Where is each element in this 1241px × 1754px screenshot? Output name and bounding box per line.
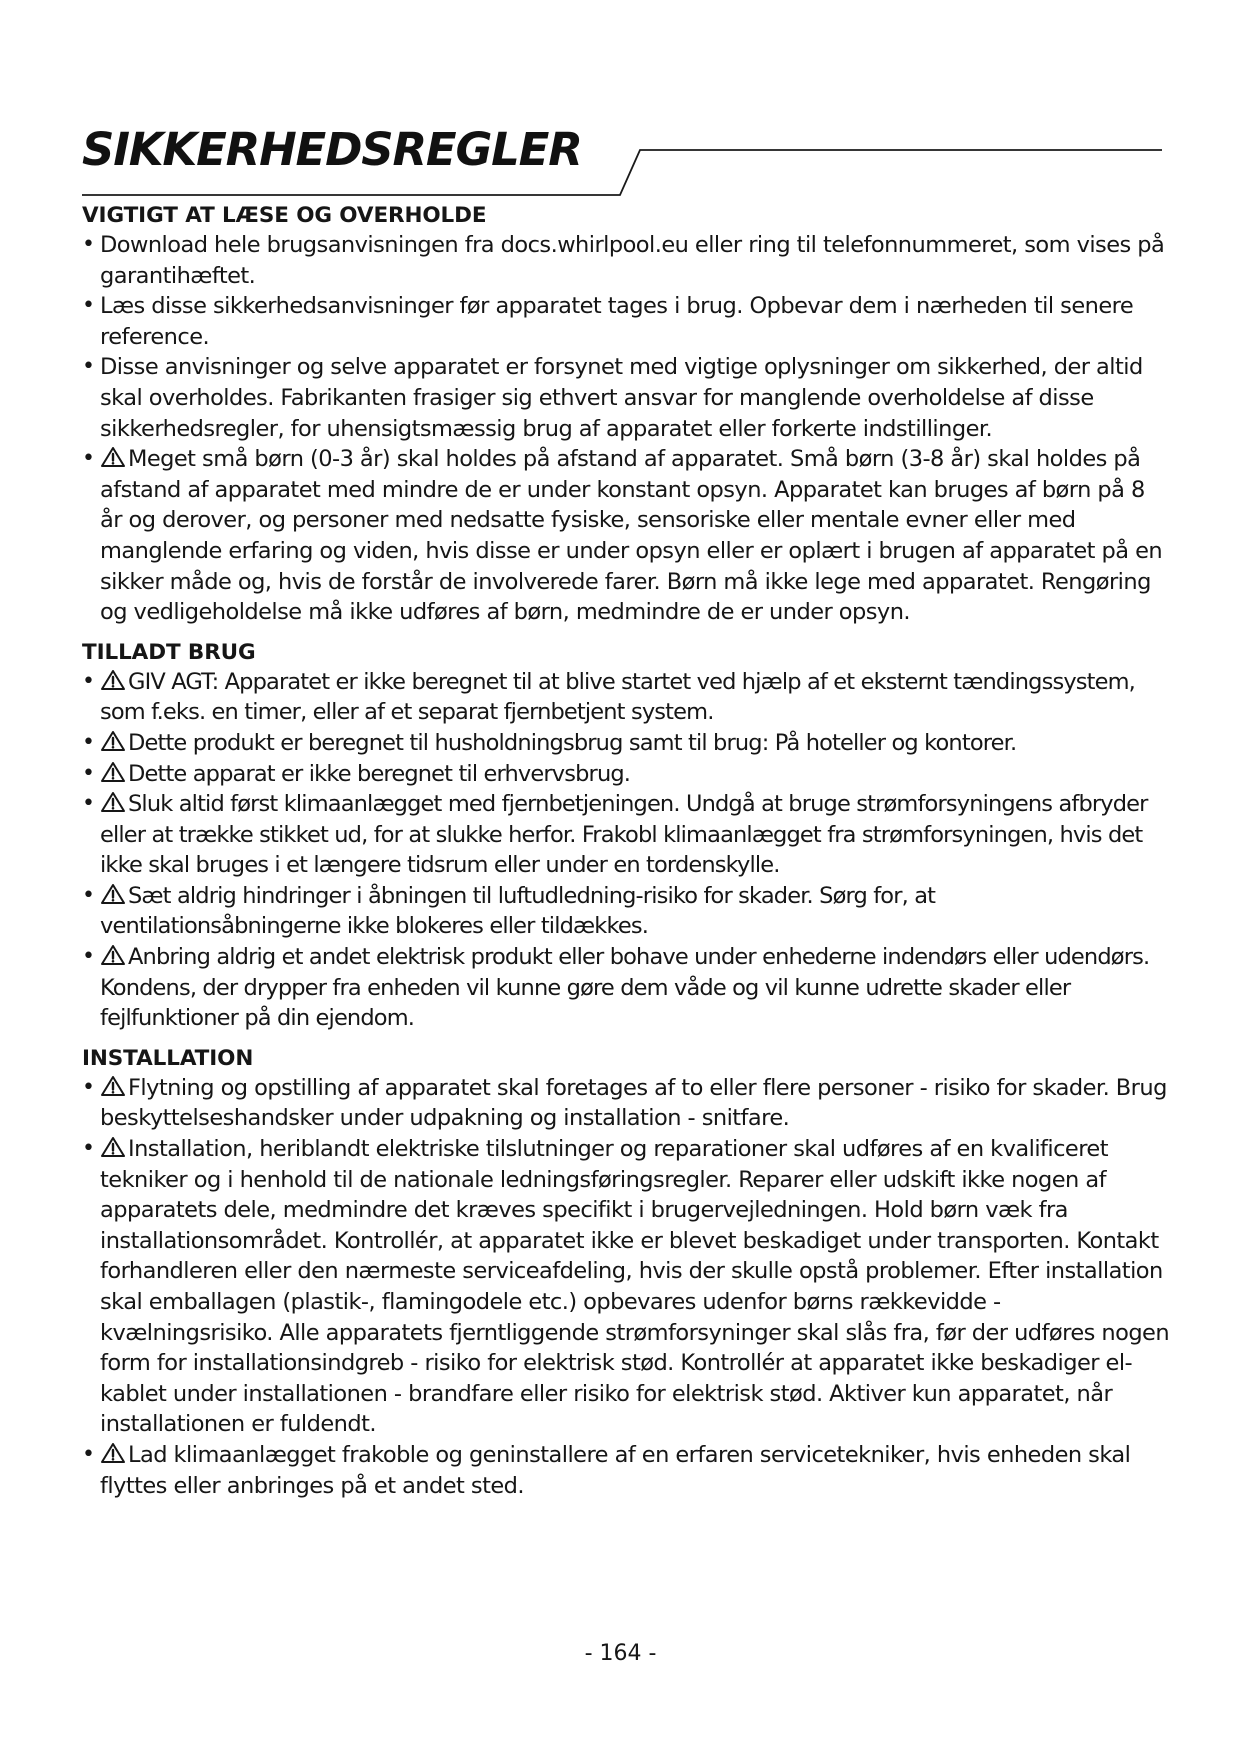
list-item-text: Meget små børn (0-3 år) skal holdes på afstand af apparatet. Små børn (3-8 år) skal holdes på afstand af apparatet med mindre de er under konstant opsyn. Apparatet kan bruges af børn på 8 år og derover, og personer med nedsatte fysiske, sensoriske eller mentale evner eller med manglende erfaring og viden, hvis disse er under opsyn eller er oplært i brugen af apparatet på en sikker måde og, hvis de forstår de involverede farer. Børn må ikke lege med apparatet. Rengøring og vedligeholdelse må ikke udføres af børn, medmindre de er under opsyn. <box>100 446 1163 626</box>
list-item <box>82 352 1172 444</box>
list-item-text: Flytning og opstilling af apparatet skal foretages af to eller flere personer - risiko for skader. Brug beskyttelseshandsker under udpakning og installation - snitfare. <box>100 1074 1167 1132</box>
section-vigtigt <box>82 201 1172 628</box>
section-tilladt-brug <box>82 638 1172 1034</box>
section-heading: VIGTIGT AT LÆSE OG OVERHOLDE <box>82 203 487 228</box>
bullet-dot: • <box>82 944 95 970</box>
warning-triangle-icon <box>100 883 126 905</box>
bullet-dot: • <box>82 760 95 786</box>
list-item <box>82 444 1172 628</box>
list-item <box>82 291 1172 352</box>
bullet-dot: • <box>82 232 95 257</box>
bullet-list <box>82 1073 1172 1501</box>
page-number: - 164 - <box>584 1641 657 1666</box>
bullet-dot: • <box>82 668 95 694</box>
list-item <box>82 728 1172 759</box>
bullet-dot: • <box>82 446 95 472</box>
list-item-text: Sæt aldrig hindringer i åbningen til luftudledning-risiko for skader. Sørg for, at ventilationsåbningerne ikke blokeres eller tildækkes. <box>100 882 936 940</box>
bullet-dot: • <box>82 1074 95 1100</box>
list-item <box>82 881 1172 942</box>
bullet-dot: • <box>82 791 95 817</box>
list-item <box>82 942 1172 1034</box>
bullet-dot: • <box>82 729 95 755</box>
list-item <box>82 1440 1172 1501</box>
bullet-list <box>82 667 1172 1034</box>
bullet-dot: • <box>82 354 95 380</box>
list-item-text: Lad klimaanlægget frakoble og geninstallere af en erfaren servicetekniker, hvis enheden skal flyttes eller anbringes på et andet sted. <box>100 1441 1131 1499</box>
bullet-dot: • <box>82 293 95 319</box>
list-item-text: Anbring aldrig et andet elektrisk produkt eller bohave under enhederne indendørs eller udendørs. Kondens, der drypper fra enheden vil kunne gøre dem våde og vil kunne udrette skader eller fejlfunktioner på din ejendom. <box>100 944 1150 1032</box>
title-underline <box>82 150 1162 195</box>
bullet-dot: • <box>82 882 95 908</box>
list-item-text: Dette apparat er ikke beregnet til erhvervsbrug. <box>128 760 631 787</box>
warning-triangle-icon <box>100 761 126 783</box>
list-item <box>82 1073 1172 1134</box>
document-body <box>82 201 1172 1501</box>
list-item-text: GIV AGT: Apparatet er ikke beregnet til at blive startet ved hjælp af et eksternt tændingssystem, som f.eks. en timer, eller af et separat fjernbetjent system. <box>100 668 1135 726</box>
list-item-text: Download hele brugsanvisningen fra docs.whirlpool.eu eller ring til telefonnummeret, som vises på garantihæftet. <box>100 232 1165 289</box>
list-item-text: Disse anvisninger og selve apparatet er forsynet med vigtige oplysninger om sikkerhed, der altid skal overholdes. Fabrikanten frasiger sig ethvert ansvar for manglende overholdelse af disse sikkerhedsregler, for uhensigtsmæssig brug af apparatet eller forkerte indstillinger. <box>100 354 1143 442</box>
bullet-dot: • <box>82 1441 95 1467</box>
warning-triangle-icon <box>100 669 126 691</box>
list-item <box>82 667 1172 728</box>
list-item-text: Dette produkt er beregnet til husholdningsbrug samt til brug: På hoteller og kontorer. <box>128 729 1017 756</box>
section-heading: INSTALLATION <box>82 1045 254 1071</box>
list-item-text: Sluk altid først klimaanlægget med fjernbetjeningen. Undgå at bruge strømforsyningens afbryder eller at trække stikket ud, for at slukke herfor. Frakobl klimaanlægget fra strømforsyningen, hvis det ikke skal bruges i et længere tidsrum eller under en tordenskylle. <box>100 791 1148 879</box>
warning-triangle-icon <box>100 1136 126 1158</box>
list-item <box>82 789 1172 881</box>
warning-triangle-icon <box>100 730 126 752</box>
warning-triangle-icon <box>100 791 126 813</box>
list-item <box>82 230 1172 291</box>
title-rule <box>0 0 1241 220</box>
bullet-list <box>82 230 1172 628</box>
warning-triangle-icon <box>100 1075 126 1097</box>
list-item-text: Læs disse sikkerhedsanvisninger før apparatet tages i brug. Opbevar dem i nærheden til senere reference. <box>100 293 1134 350</box>
page-title: SIKKERHEDSREGLER <box>82 123 582 176</box>
list-item <box>82 1134 1172 1440</box>
warning-triangle-icon <box>100 446 126 468</box>
section-installation <box>82 1044 1172 1501</box>
warning-triangle-icon <box>100 944 126 966</box>
bullet-dot: • <box>82 1136 95 1162</box>
warning-triangle-icon <box>100 1442 126 1464</box>
section-heading: TILLADT BRUG <box>82 639 256 665</box>
list-item <box>82 759 1172 790</box>
list-item-text: Installation, heriblandt elektriske tilslutninger og reparationer skal udføres af en kvalificeret tekniker og i henhold til de nationale ledningsføringsregler. Reparer eller udskift ikke nogen af apparatets dele, medmindre det kræves specifikt i brugervejledningen. Hold børn væk fra installationsområdet. Kontrollér, at apparatet ikke er blevet beskadiget under transporten. Kontakt forhandleren eller den nærmeste serviceafdeling, hvis der skulle opstå problemer. Efter installation skal emballagen (plastik-, flamingodele etc.) opbevares udenfor børns rækkevidde - kvælningsrisiko. Alle apparatets fjerntliggende strømforsyninger skal slås fra, før der udføres nogen form for installationsindgreb - risiko for elektrisk stød. Kontrollér at apparatet ikke beskadiger el-kablet under installationen - brandfare eller risiko for elektrisk stød. Aktiver kun apparatet, når installationen er fuldendt. <box>100 1136 1170 1438</box>
